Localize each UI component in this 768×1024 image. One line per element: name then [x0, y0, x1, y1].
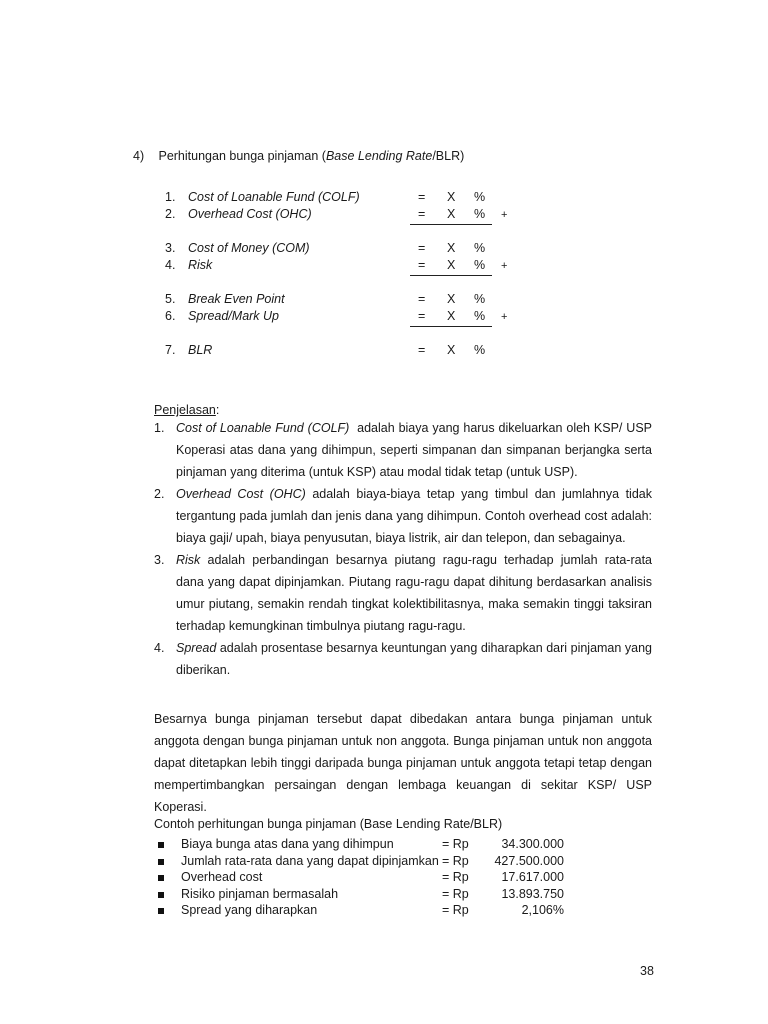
formula-row-number: 4. [165, 258, 176, 272]
section-title-italic: Base Lending Rate [325, 149, 433, 163]
formula-row [165, 190, 525, 207]
formula-equals: = [418, 241, 426, 255]
formula-equals: = [418, 190, 426, 204]
explanation-heading [154, 403, 652, 417]
explanation-item-number: 3. [154, 553, 165, 567]
formula-row [165, 258, 525, 275]
explanation-item [154, 417, 652, 483]
explanation-section [154, 403, 652, 681]
formula-row [165, 241, 525, 258]
formula-row [165, 292, 525, 309]
example-title: Contoh perhitungan bunga pinjaman (Base Lending Rate/BLR) [154, 817, 503, 831]
example-row [154, 837, 584, 854]
section-title-pre: Perhitungan bunga pinjaman ( [158, 149, 326, 163]
example-row [154, 887, 584, 904]
example-row [154, 870, 584, 887]
formula-row [165, 343, 525, 360]
formula-x: X [447, 292, 456, 306]
body-paragraph: Besarnya bunga pinjaman tersebut dapat dibedakan antara bunga pinjaman untuk anggota dengan bunga pinjaman untuk non anggota. Bunga pinjaman untuk non anggota dapat ditetapkan lebih tinggi daripada bunga pinjaman untuk anggota tetapi tetap dengan mempertimbangkan persaingan dengan lembaga keuangan di sekitar KSP/ USP Koperasi. [154, 712, 652, 814]
explanation-term: Spread [176, 641, 217, 655]
formula-row-label: Cost of Money (COM) [188, 241, 310, 255]
example-row-label: Risiko pinjaman bermasalah [181, 886, 339, 901]
explanation-text: adalah prosentase besarnya keuntungan yang diharapkan dari pinjaman yang diberikan. [176, 641, 652, 677]
formula-equals: = [418, 258, 426, 272]
square-bullet-icon [158, 908, 164, 914]
formula-row-label: Spread/Mark Up [188, 309, 280, 323]
example-row-currency: = Rp [442, 870, 469, 884]
formula-equals: = [418, 207, 426, 221]
square-bullet-icon [158, 875, 164, 881]
explanation-item-number: 4. [154, 641, 165, 655]
square-bullet-icon [158, 842, 164, 848]
formula-row-number: 1. [165, 190, 176, 204]
explanation-item [154, 549, 652, 637]
section-heading [133, 149, 464, 163]
formula-equals: = [418, 292, 426, 306]
formula-percent: % [474, 258, 486, 272]
formula-x: X [447, 309, 456, 323]
formula-percent: % [474, 207, 486, 221]
formula-row-label: Cost of Loanable Fund (COLF) [188, 190, 360, 204]
example-row-value: 427.500.000 [494, 853, 564, 868]
formula-row [165, 207, 525, 224]
example-row-currency: = Rp [442, 853, 469, 868]
section-title-post: /BLR) [432, 149, 465, 163]
formula-row-number: 6. [165, 309, 176, 323]
example-row [154, 903, 584, 920]
formula-x: X [447, 190, 456, 204]
sum-underline [410, 224, 492, 225]
explanation-item-number: 1. [154, 421, 165, 435]
formula-row-number: 7. [165, 343, 176, 357]
formula-row [165, 309, 525, 326]
explanation-item [154, 483, 652, 549]
example-section [154, 817, 584, 920]
example-row-value: 34.300.000 [501, 837, 564, 851]
formula-row-number: 2. [165, 207, 176, 221]
explanation-title: Penjelasan [154, 403, 216, 417]
formula-percent: % [474, 292, 486, 306]
formula-equals: = [418, 309, 426, 323]
formula-percent: % [474, 343, 486, 357]
example-row-value: 17.617.000 [501, 870, 564, 884]
formula-x: X [447, 241, 456, 255]
formula-row-label: Break Even Point [188, 292, 285, 306]
square-bullet-icon [158, 859, 164, 865]
example-row-label: Overhead cost [181, 870, 263, 884]
explanation-text: adalah biaya-biaya tetap yang timbul dan jumlahnya tidak tergantung pada jumlah dan jenis dana yang dihimpun. Contoh overhead cost adalah: biaya gaji/ upah, biaya penyusutan, biaya listrik, air dan telepon, dan sebagainya. [176, 487, 652, 545]
formula-row-label: Risk [188, 258, 213, 272]
formula-plus: + [501, 260, 508, 272]
formula-row-label: BLR [188, 343, 213, 357]
page-number: 38 [640, 964, 654, 978]
formula-percent: % [474, 190, 486, 204]
example-row [154, 854, 584, 871]
example-row-currency: = Rp [442, 903, 469, 917]
formula-x: X [447, 258, 456, 272]
explanation-item-number: 2. [154, 487, 165, 501]
explanation-text: adalah perbandingan besarnya piutang ragu-ragu terhadap jumlah rata-rata dana yang dapat dipinjamkan. Piutang ragu-ragu dapat dihitung berdasarkan analisis umur piutang, semakin rendah tingkat kolektibilitasnya, maka semakin tinggi taksiran terhadap kemungkinan timbulnya piutang ragu-ragu. [176, 553, 652, 633]
square-bullet-icon [158, 892, 164, 898]
formula-percent: % [474, 309, 486, 323]
explanation-text: adalah biaya yang harus dikeluarkan oleh KSP/ USP Koperasi atas dana yang dihimpun, seperti simpanan dan simpanan berjangka serta pinjaman yang diterima (untuk KSP) atau modal tidak tetap (untuk USP). [176, 421, 652, 479]
section-number: 4) [133, 149, 145, 163]
explanation-term: Overhead Cost (OHC) [176, 487, 306, 501]
formula-row-number: 5. [165, 292, 176, 306]
formula-x: X [447, 207, 456, 221]
explanation-term: Cost of Loanable Fund (COLF) [176, 421, 350, 435]
sum-underline [410, 326, 492, 327]
example-row-currency: = Rp [442, 837, 469, 851]
example-row-currency: = Rp [442, 886, 469, 901]
formula-row-number: 3. [165, 241, 176, 255]
explanation-term: Risk [176, 553, 201, 567]
formula-equals: = [418, 343, 426, 357]
explanation-colon: : [215, 403, 220, 417]
formula-plus: + [501, 311, 508, 323]
formula-row-label: Overhead Cost (OHC) [188, 207, 312, 221]
sum-underline [410, 275, 492, 276]
formula-x: X [447, 343, 456, 357]
formula-percent: % [474, 241, 486, 255]
example-row-label: Biaya bunga atas dana yang dihimpun [181, 837, 394, 851]
explanation-item [154, 637, 652, 681]
example-row-value: 13.893.750 [501, 886, 564, 901]
example-row-value: 2,106% [521, 903, 564, 917]
example-row-label: Spread yang diharapkan [181, 903, 318, 917]
formula-plus: + [501, 209, 508, 221]
example-row-label: Jumlah rata-rata dana yang dapat dipinjamkan [181, 853, 439, 868]
